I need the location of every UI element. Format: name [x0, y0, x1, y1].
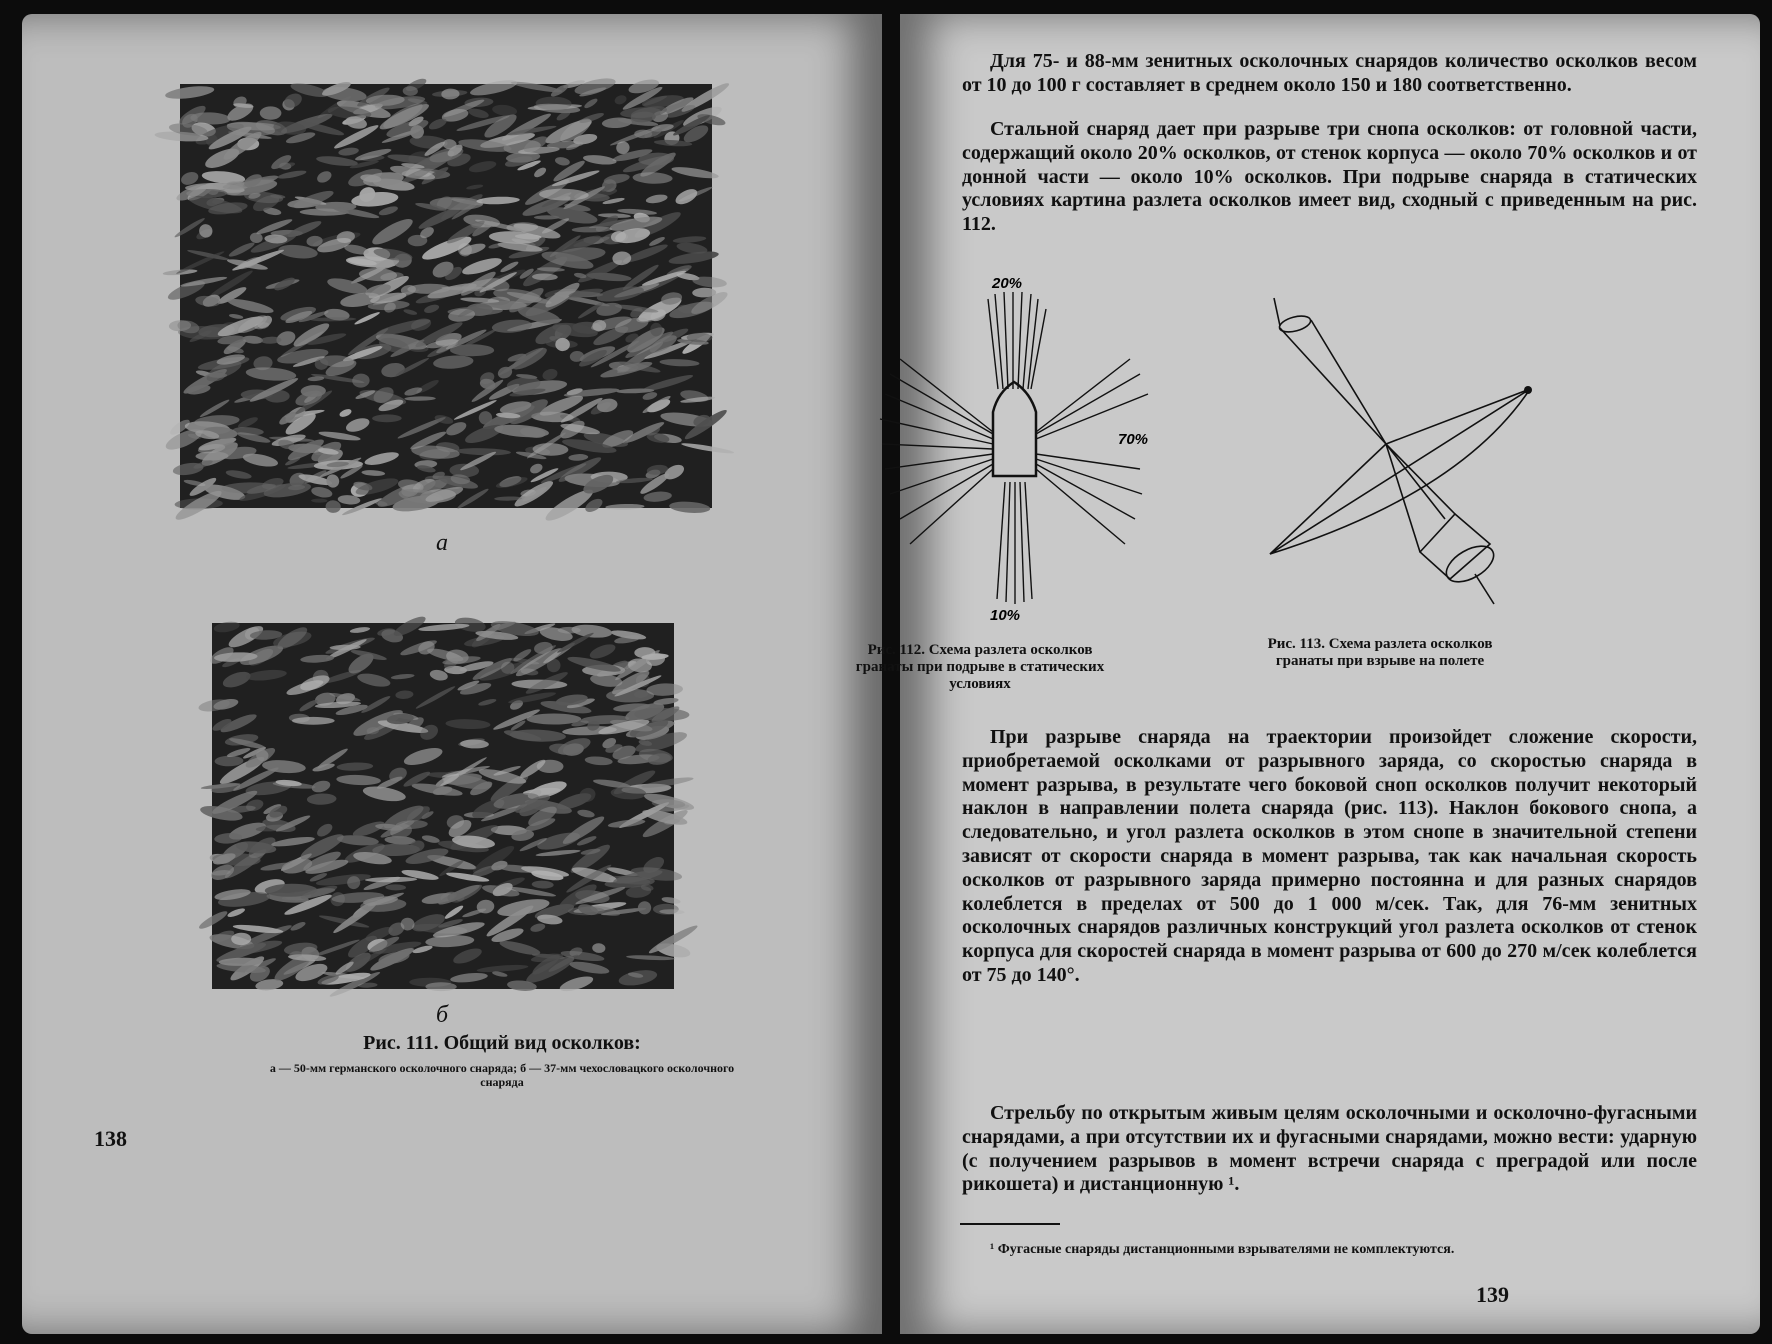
- figure-label-b: б: [436, 1002, 449, 1028]
- figure-label-a: а: [436, 530, 448, 556]
- figure-111-caption-sub: а — 50-мм германского осколочного снаряда; б — 37-мм чехословацкого осколочного снаряда: [269, 1061, 735, 1089]
- fragment-texture: [260, 106, 282, 119]
- figure-111-caption: [202, 1032, 802, 1089]
- fig112-caption: Рис. 112. Схема разлета осколков гранаты при подрыве в статических условиях: [855, 642, 1105, 692]
- fig112-side-label: 70%: [1118, 431, 1149, 448]
- left-page: [22, 14, 882, 1334]
- right-page: [855, 14, 1760, 1334]
- page-number-left: 138: [94, 1126, 127, 1151]
- fragment-texture: [534, 215, 560, 219]
- figure-111-caption-title: Рис. 111. Общий вид осколков:: [363, 1032, 641, 1054]
- fragment-texture: [687, 333, 713, 342]
- figure-113-diagram: [1260, 304, 1570, 664]
- fragments-photo-b: [212, 623, 674, 989]
- fragment-texture: [650, 323, 662, 337]
- fig112-top-label: 20%: [992, 275, 1023, 292]
- fragments-photo-a: [180, 84, 712, 508]
- page-number-right: 139: [1476, 1282, 1509, 1307]
- paragraph-2: Стальной снаряд дает при разрыве три снопа осколков: от головной части, содержащий около 20% осколков, от стенок корпуса — около 70% осколков и от донной части — около 10% осколков. При подрыве снаряда в статических условиях картина разлета осколков имеет вид, сходный с приведенным на рис. 112.: [962, 118, 1697, 236]
- fragment-texture: [527, 713, 582, 724]
- paragraph-1: Для 75- и 88-мм зенитных осколочных снарядов количество осколков весом от 10 до 100 г составляет в среднем около 150 и 180 соответственно.: [962, 50, 1697, 96]
- paragraph-4: Стрельбу по открытым живым целям осколочными и осколочно-фугасными снарядами, а при отсутствии их и фугасными снарядами, можно вести: ударную (с получением разрывов в момент встречи снаряда с преградой или после рикошета) и дистанционную ¹.: [962, 1102, 1697, 1196]
- figure-112-diagram: [880, 264, 1180, 624]
- fragment-texture: [537, 760, 564, 773]
- fragment-texture: [292, 717, 335, 725]
- fig113-caption: Рис. 113. Схема разлета осколков гранаты при взрыве на полете: [1267, 636, 1493, 669]
- footnote: ¹ Фугасные снаряды дистанционными взрывателями не комплектуются.: [990, 1242, 1455, 1257]
- footnote-rule: [960, 1223, 1060, 1225]
- paragraph-3: При разрыве снаряда на траектории произойдет сложение скорости, приобретаемой осколками от разрывного заряда, со скоростью снаряда в момент разрыва, в результате чего боковой сноп осколков получит некоторый наклон в направлении полета снаряда (рис. 113). Наклон бокового снопа, а следовательно, и угол разлета осколков в этом снопе в значительной степени зависят от скорости снаряда в момент разрыва, так как начальная скорость осколков от разрывного заряда примерно постоянна и для разных снарядов колеблется в пределах от 500 до 1 000 м/сек. Так, для 76-мм зенитных осколочных снарядов различных конструкций угол разлета осколков от стенок корпуса для скоростей снаряда в момент разрыва от 600 до 270 м/сек колеблется от 75 до 140°.: [962, 726, 1697, 986]
- fig112-bottom-label: 10%: [990, 607, 1021, 624]
